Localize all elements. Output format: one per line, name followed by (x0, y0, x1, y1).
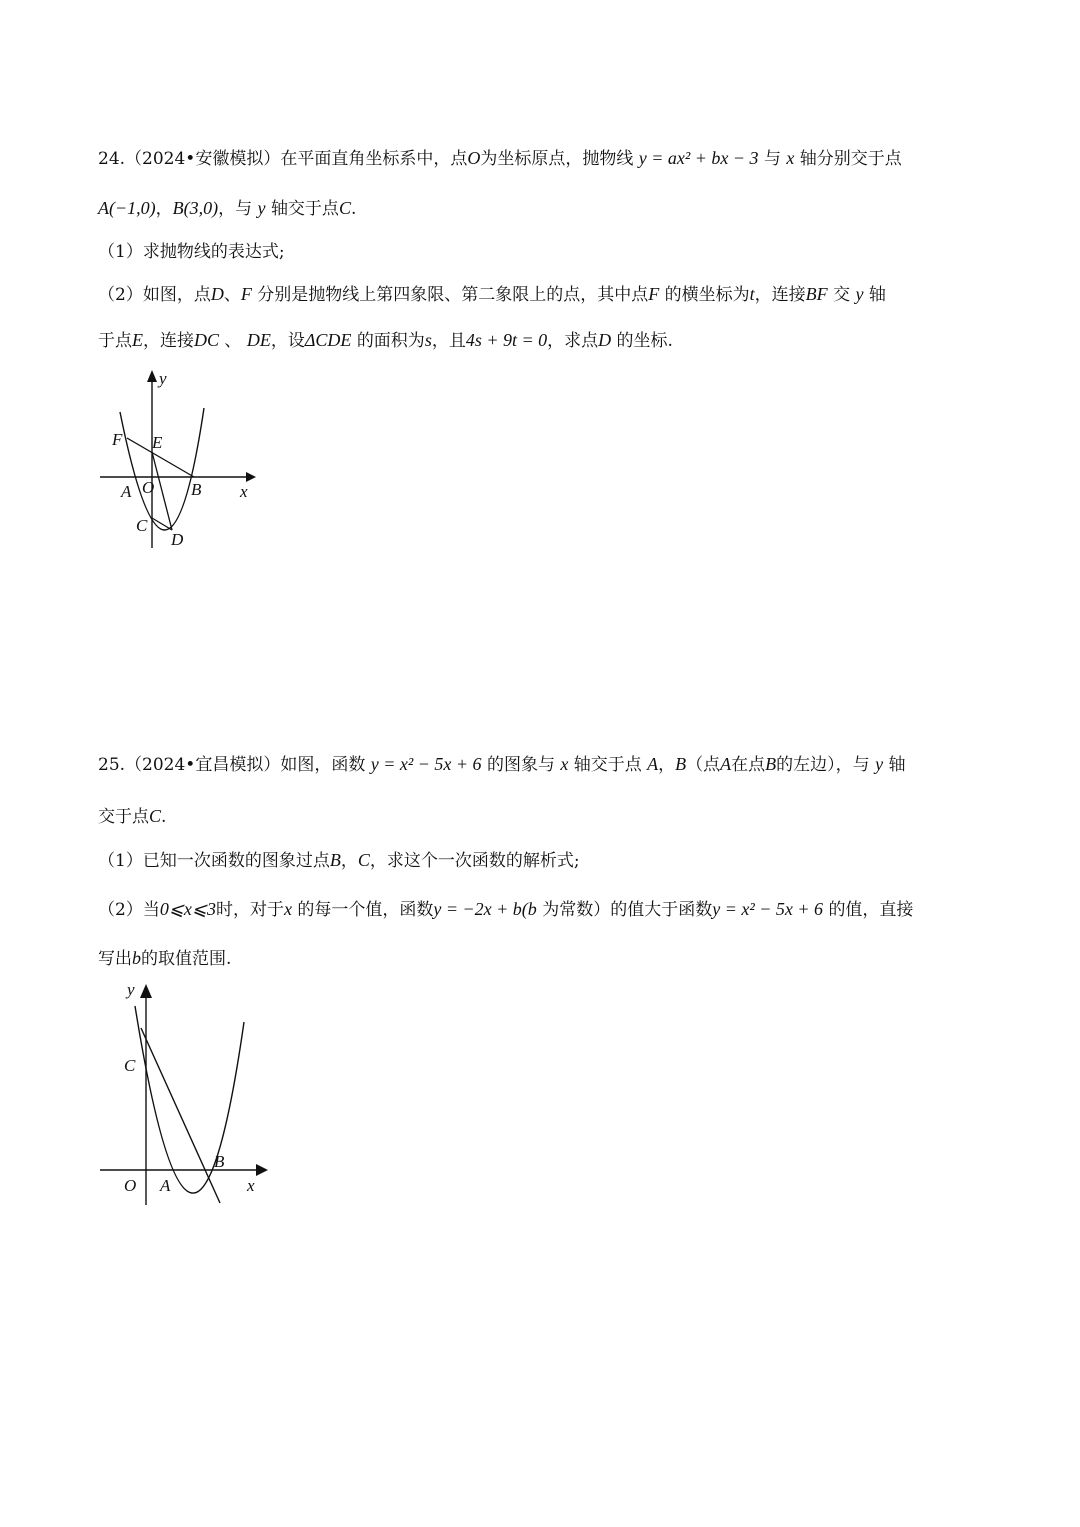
q24-line-5: 于点E，连接DC 、 DE，设ΔCDE 的面积为s，且4s + 9t = 0，求点D 的坐标. (98, 330, 673, 351)
q24-part-1: （1）求抛物线的表达式; (98, 242, 285, 262)
q25-line-2: 交于点C. (98, 806, 167, 827)
point-o: O (467, 148, 481, 168)
q25-line-5: 写出b的取值范围. (98, 948, 232, 969)
point-b: B(3,0) (172, 198, 219, 218)
q25-figure (0, 960, 1080, 1240)
q24-label-c: C (136, 516, 148, 535)
q25-label-o: O (124, 1176, 137, 1195)
parabola-equation: y = ax² + bx − 3 (638, 148, 759, 168)
q25-line-4: （2）当0⩽x⩽3时，对于x 的每一个值，函数y = −2x + b(b 为常数）的值大于函数y = x² − 5x + 6 的值，直接 (98, 899, 914, 920)
q24-label-y: y (159, 369, 167, 388)
q24-label-o: O (142, 478, 155, 497)
area-condition: 4s + 9t = 0 (465, 330, 548, 350)
q25-line-1: 25.（2024•宜昌模拟）如图，函数 y = x² − 5x + 6 的图象与 x 轴交于点 A，B（点A在点B的左边），与 y 轴 (98, 754, 906, 775)
quadratic-equation-2: y = x² − 5x + 6 (712, 899, 824, 919)
linear-equation: y = −2x + b(b (433, 899, 537, 919)
q25-label-c: C (124, 1056, 136, 1075)
q25-parabola (135, 1006, 244, 1193)
q25-line-3: （1）已知一次函数的图象过点B，C，求这个一次函数的解析式; (98, 850, 580, 871)
q24-label-e: E (152, 433, 163, 452)
point-a: A(−1,0) (98, 198, 156, 218)
q24-label-b: B (191, 480, 202, 499)
q24-label-a: A (121, 482, 132, 501)
q25-label-x: x (247, 1176, 255, 1195)
q24-label-d: D (171, 530, 184, 549)
q24-figure (0, 0, 1080, 600)
q24-y-axis-arrow (147, 370, 157, 382)
q24-parabola (120, 408, 204, 530)
q25-label-y: y (127, 980, 135, 999)
q24-x-axis-arrow (246, 472, 256, 482)
quadratic-equation: y = x² − 5x + 6 (370, 754, 482, 774)
x-range: 0⩽x⩽3 (159, 899, 216, 919)
q24-segment-ed (152, 452, 172, 530)
q25-line-bc (141, 1028, 220, 1203)
q25-label-b: B (214, 1152, 225, 1171)
q24-line-2: A(−1,0)，B(3,0)，与 y 轴交于点C. (98, 198, 357, 219)
q25-x-axis-arrow (256, 1164, 268, 1176)
q25-y-axis-arrow (140, 984, 152, 998)
q25-label-a: A (160, 1176, 171, 1195)
q24-label-f: F (112, 430, 123, 449)
q24-line-1: 24.（2024•安徽模拟）在平面直角坐标系中，点O为坐标原点，抛物线 y = ax² + bx − 3 与 x 轴分别交于点 (98, 148, 902, 169)
q24-line-4: （2）如图，点D、F 分别是抛物线上第四象限、第二象限上的点，其中点F 的横坐标为t，连接BF 交 y 轴 (98, 284, 886, 305)
q24-label-x: x (240, 482, 248, 501)
